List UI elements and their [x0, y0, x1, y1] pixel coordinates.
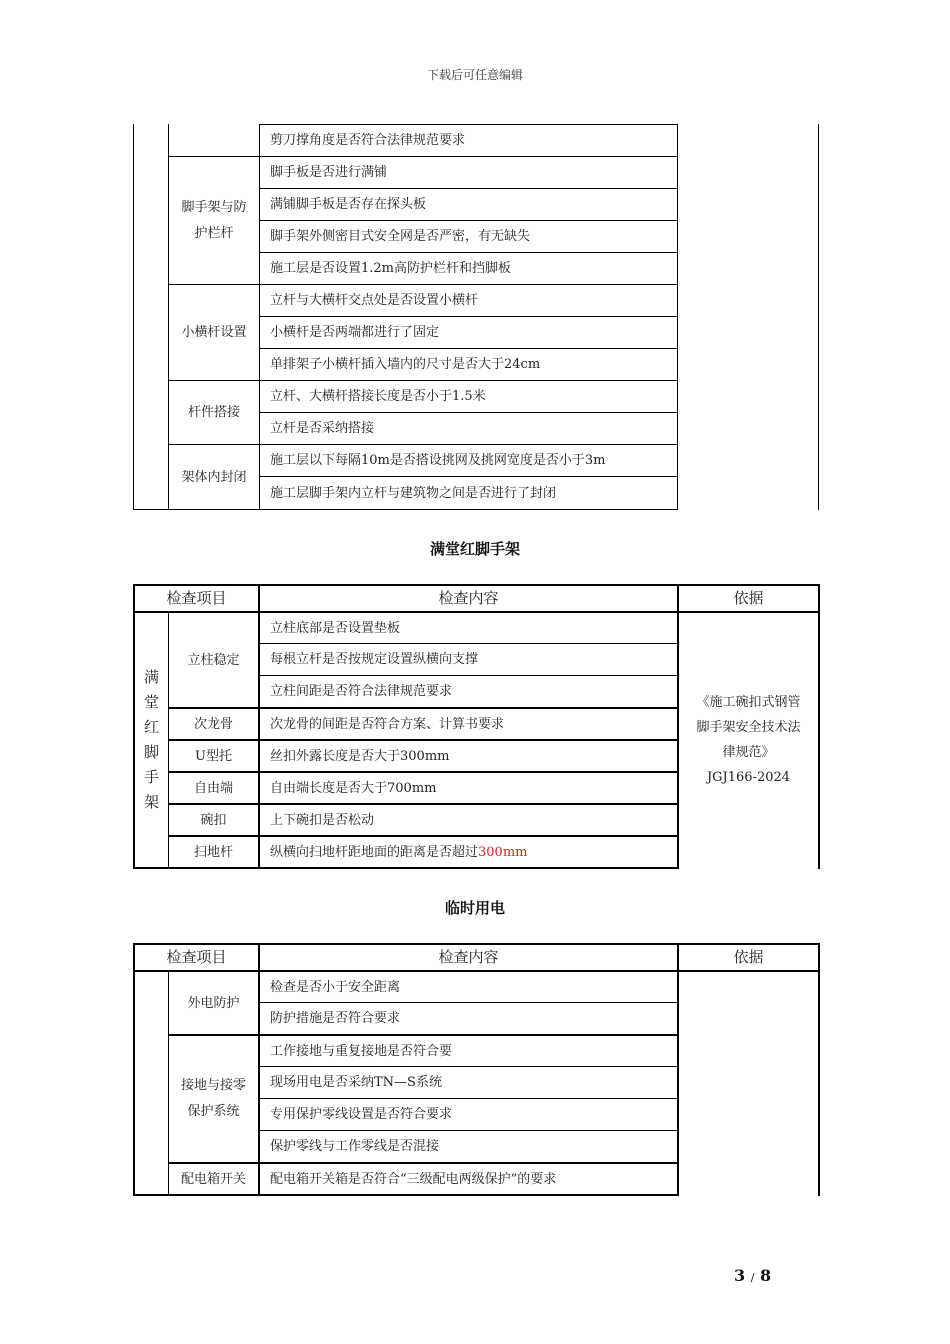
table-row: 专用保护零线设置是否符合要求 — [270, 1107, 453, 1122]
basis-line: 《施工碗扣式钢管 — [696, 695, 801, 710]
table-row: 单排架子小横杆插入墙内的尺寸是否大于24cm — [270, 357, 541, 372]
item-u-support: U型托 — [195, 748, 232, 764]
section-title-temp-power: 临时用电 — [444, 899, 505, 917]
table-row: 自由端长度是否大于700mm — [270, 780, 437, 796]
highlight-value: 300mm — [478, 844, 528, 860]
table-row: 脚手架外侧密目式安全网是否严密，有无缺失 — [270, 229, 531, 244]
basis-standard — [679, 613, 818, 867]
page-separator: / — [750, 1271, 755, 1284]
col-header-item: 检查项目 — [166, 589, 227, 607]
basis-line: JGJ166-2024 — [706, 770, 791, 785]
table-row: 小横杆是否两端都进行了固定 — [270, 325, 440, 340]
col-header-item: 检查项目 — [166, 948, 227, 966]
category-char: 手 — [143, 768, 159, 786]
item-frame-enclosure: 架体内封闭 — [181, 469, 247, 485]
table-row: 保护零线与工作零线是否混接 — [270, 1139, 440, 1154]
category-char: 脚 — [143, 743, 159, 761]
item-label-line2: 保护系统 — [187, 1104, 240, 1119]
item-label-line1: 接地与接零 — [180, 1078, 246, 1093]
col-header-content: 检查内容 — [438, 589, 499, 607]
item-small-crossbar: 小横杆设置 — [181, 325, 247, 340]
page-number — [734, 1266, 771, 1285]
table-row: 施工层是否设置1.2m高防护栏杆和挡脚板 — [270, 261, 512, 276]
page-header: 下载后可任意编辑 — [426, 68, 523, 82]
table-row: 立杆是否采纳搭接 — [270, 421, 375, 436]
page-total: 8 — [760, 1266, 772, 1285]
item-distribution-box-switch: 配电箱开关 — [180, 1171, 246, 1187]
table-row: 立柱间距是否符合法律规范要求 — [270, 684, 453, 699]
table-row: 检查是否小于安全距离 — [270, 979, 401, 995]
table-row: 防护措施是否符合要求 — [270, 1011, 401, 1026]
table-row: 立杆、大横杆搭接长度是否小于1.5米 — [270, 389, 486, 404]
table-row: 配电箱开关箱是否符合“三级配电两级保护”的要求 — [270, 1171, 557, 1187]
item-grounding-protection — [169, 1036, 258, 1162]
col-header-basis: 依据 — [733, 589, 764, 607]
item-guardrail — [169, 157, 259, 284]
table-row: 每根立杆是否按规定设置纵横向支撑 — [270, 652, 479, 667]
col-header-basis: 依据 — [733, 948, 764, 966]
basis-line: 脚手架安全技术法 — [696, 720, 801, 735]
table-row: 丝扣外露长度是否大于300mm — [270, 748, 450, 764]
item-external-power-protection: 外电防护 — [187, 995, 240, 1011]
table-row: 上下碗扣是否松动 — [270, 812, 375, 828]
section-title-full-scaffold: 满堂红脚手架 — [429, 540, 520, 558]
category-full-scaffold — [135, 613, 168, 867]
item-secondary-joist: 次龙骨 — [193, 716, 233, 732]
item-sweep-rod: 扫地杆 — [193, 844, 233, 860]
item-column-stability: 立柱稳定 — [187, 652, 240, 668]
table-row: 立柱底部是否设置垫板 — [270, 620, 401, 636]
item-bowl-buckle: 碗扣 — [200, 812, 227, 828]
item-free-end: 自由端 — [193, 780, 233, 796]
table-row: 满铺脚手板是否存在探头板 — [270, 197, 427, 212]
row-text: 纵横向扫地杆距地面的距离是否超过 — [270, 844, 479, 860]
basis-line: 律规范》 — [722, 745, 775, 760]
table-row: 现场用电是否采纳TN—S系统 — [270, 1075, 442, 1090]
category-char: 满 — [143, 668, 159, 686]
table-row: 立杆与大横杆交点处是否设置小横杆 — [270, 293, 479, 308]
item-member-lap: 杆件搭接 — [187, 405, 240, 420]
table-row: 脚手板是否进行满铺 — [270, 165, 388, 180]
page-current: 3 — [734, 1266, 746, 1285]
table-row: 施工层以下每隔10m是否搭设挑网及挑网宽度是否小于3m — [270, 453, 606, 468]
table-row: 施工层脚手架内立杆与建筑物之间是否进行了封闭 — [270, 485, 557, 501]
table-row — [260, 837, 678, 867]
category-char: 红 — [143, 718, 159, 736]
item-label-line1: 脚手架与防 — [181, 199, 247, 215]
category-char: 架 — [143, 793, 159, 811]
table-row: 剪刀撑角度是否符合法律规范要求 — [270, 133, 466, 148]
item-label-line2: 护栏杆 — [194, 225, 234, 241]
table-row: 工作接地与重复接地是否符合要 — [270, 1043, 453, 1059]
table-row: 次龙骨的间距是否符合方案、计算书要求 — [270, 716, 505, 732]
category-char: 堂 — [143, 693, 159, 711]
col-header-content: 检查内容 — [438, 948, 499, 966]
